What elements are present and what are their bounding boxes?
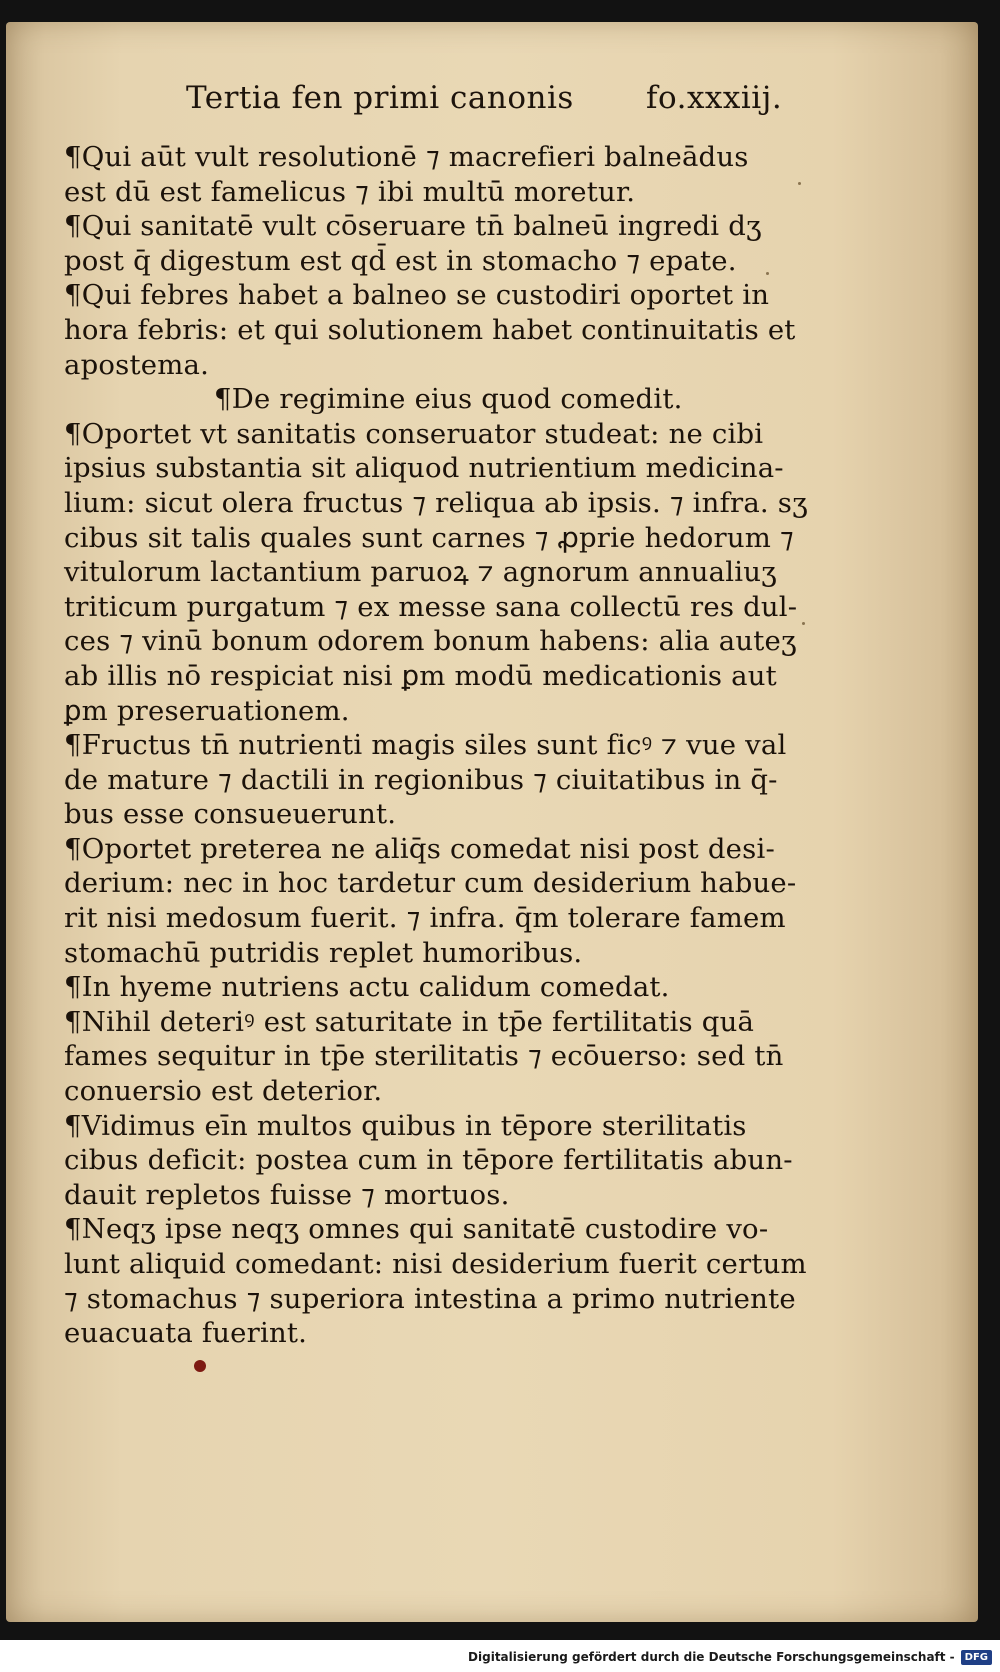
text-line: de mature ⁊ dactili in regionibus ⁊ ciuitatibus in q̄- bbox=[64, 763, 778, 796]
text-line: apostema. bbox=[64, 348, 210, 381]
text-line: stomachū putridis replet humoribus. bbox=[64, 936, 583, 969]
folio-number: fo.xxxiij. bbox=[646, 80, 783, 116]
text-line: ꝑm preseruationem. bbox=[64, 694, 350, 727]
paragraph bbox=[64, 1005, 854, 1109]
paragraph bbox=[64, 140, 854, 209]
text-line: ¶In hyeme nutriens actu calidum comedat. bbox=[64, 971, 670, 1004]
text-line: dauit repletos fuisse ⁊ mortuos. bbox=[64, 1178, 510, 1211]
paragraph bbox=[64, 970, 854, 1005]
incunabulum-page bbox=[6, 22, 978, 1622]
paper-speck bbox=[798, 182, 801, 185]
text-line: ¶Qui febres habet a balneo se custodiri oportet in bbox=[64, 279, 770, 312]
text-block bbox=[64, 140, 854, 1351]
text-line: ¶Fructus tn̄ nutrienti magis siles sunt ficꝰ ⁊ vue val bbox=[64, 729, 787, 762]
text-line: cibus sit talis quales sunt carnes ⁊ ꝓprie hedorum ⁊ bbox=[64, 521, 794, 554]
text-line: ipsius substantia sit aliquod nutrientium medicina- bbox=[64, 452, 784, 485]
dfg-logo: DFG bbox=[961, 1650, 992, 1665]
credit-text: Digitalisierung gefördert durch die Deutsche Forschungsgemeinschaft - bbox=[468, 1650, 955, 1664]
text-line: bus esse consueuerunt. bbox=[64, 798, 397, 831]
paragraph bbox=[64, 1109, 854, 1213]
text-line: fames sequitur in tp̄e sterilitatis ⁊ ecōuerso: sed tn̄ bbox=[64, 1040, 784, 1073]
paragraph bbox=[64, 1212, 854, 1350]
text-line: triticum purgatum ⁊ ex messe sana collectū res dul- bbox=[64, 590, 798, 623]
text-line: ¶De regimine eius quod comedit. bbox=[214, 383, 683, 416]
text-line: ¶Qui aūt vult resolutionē ⁊ macrefieri balneādus bbox=[64, 141, 749, 173]
text-line: ¶Oportet preterea ne aliq̄s comedat nisi post desi- bbox=[64, 832, 775, 865]
paragraph bbox=[64, 209, 854, 278]
paragraph bbox=[64, 278, 854, 382]
text-line: lunt aliquid comedant: nisi desiderium fuerit certum bbox=[64, 1248, 807, 1280]
text-line: ¶Oportet vt sanitatis conseruator studeat: ne cibi bbox=[64, 417, 764, 450]
text-line: hora febris: et qui solutionem habet continuitatis et bbox=[64, 313, 796, 346]
text-line: est dū est famelicus ⁊ ibi multū moretur. bbox=[64, 175, 636, 208]
text-line: vitulorum lactantium paruoꝝ ⁊ agnorum annualiuʒ bbox=[64, 556, 777, 589]
text-line: lium: sicut olera fructus ⁊ reliqua ab ipsis. ⁊ infra. sʒ bbox=[64, 486, 808, 519]
paragraph bbox=[64, 832, 854, 970]
text-line: ¶Qui sanitatē vult cōseruare tn̄ balneū ingredi dʒ bbox=[64, 210, 762, 243]
paragraph bbox=[64, 417, 854, 728]
text-line: ¶Vidimus eīn multos quibus in tēpore sterilitatis bbox=[64, 1109, 747, 1142]
digitization-credit bbox=[468, 1646, 992, 1668]
text-line: cibus deficit: postea cum in tēpore fertilitatis abun- bbox=[64, 1144, 793, 1177]
rubric-mark bbox=[194, 1360, 206, 1372]
text-line: euacuata fuerint. bbox=[64, 1317, 308, 1350]
text-line: post q̄ digestum est qd̄ est in stomacho ⁊ epate. bbox=[64, 244, 737, 277]
text-line: conuersio est deterior. bbox=[64, 1075, 383, 1108]
text-line: ⁊ stomachus ⁊ superiora intestina a primo nutriente bbox=[64, 1282, 796, 1315]
text-line: derium: nec in hoc tardetur cum desiderium habue- bbox=[64, 867, 797, 900]
paper-speck bbox=[802, 622, 805, 625]
text-line: rit nisi medosum fuerit. ⁊ infra. q̄m tolerare famem bbox=[64, 902, 786, 935]
text-line: ¶Nihil deteriꝰ est saturitate in tp̄e fertilitatis quā bbox=[64, 1005, 755, 1038]
text-line: ¶Neqʒ ipse neqʒ omnes qui sanitatē custodire vo- bbox=[64, 1213, 769, 1246]
running-head bbox=[186, 80, 786, 124]
paragraph bbox=[64, 728, 854, 832]
running-head-title: Tertia fen primi canonis bbox=[186, 80, 574, 116]
section-heading bbox=[64, 382, 854, 417]
text-line: ces ⁊ vinū bonum odorem bonum habens: alia auteʒ bbox=[64, 625, 797, 658]
paper-speck bbox=[766, 272, 769, 275]
text-line: ab illis nō respiciat nisi ꝑm modū medicationis aut bbox=[64, 659, 777, 692]
